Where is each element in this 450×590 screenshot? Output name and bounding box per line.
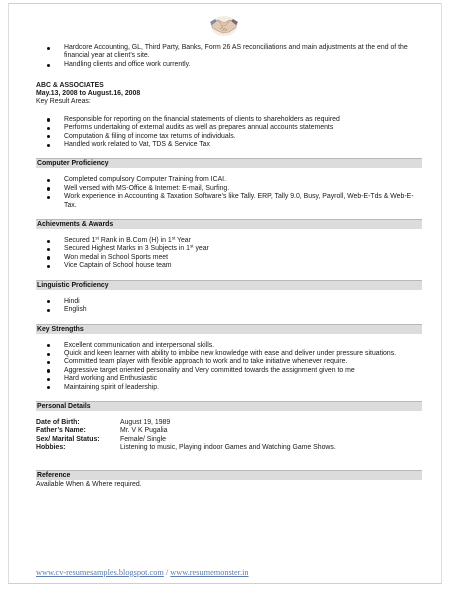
list-item: Performs undertaking of external audits as well as prepares annual accounts statements [36,124,422,132]
list-item [36,245,422,253]
list-item: English [36,306,422,314]
achievements-list [36,237,422,271]
list-item: Work experience in Accounting & Taxation Software’s like Tally. ERP, Tally 9.0, Busy, Payroll, Web-E-Tds & Web-E-Tax. [36,193,422,210]
personal-value: August 19, 1989 [120,418,171,426]
personal-row [36,419,422,427]
text-part: Rank in B.Com (H) in 1 [98,237,172,245]
section-heading-linguistic: Linguistic Proficiency [36,280,422,290]
page-border-bottom [8,583,442,584]
list-item: Well versed with MS-Office & Internet: E-mail, Surfing. [36,185,422,193]
section-heading-computer: Computer Proficiency [36,158,422,168]
experience-abc-list [36,116,422,150]
list-item: Hard working and Enthusiastic [36,375,422,383]
personal-value: Female/ Single [120,435,166,443]
list-item: Responsible for reporting on the financial statements of clients to shareholders as required [36,116,422,124]
list-item: Completed compulsory Computer Training from ICAI. [36,176,422,184]
footer-links [36,568,249,577]
page-border-right [441,3,442,584]
experience-top-list [36,44,422,70]
handshake-icon [208,12,240,38]
list-item: Hindi [36,298,422,306]
personal-label: Sex/ Marital Status: [36,435,100,443]
personal-value: Mr. V K Pugalia [120,427,168,435]
linguistic-list [36,298,422,315]
list-item: Maintaining spirit of leadership. [36,384,422,392]
personal-value: Listening to music, Playing indoor Games and Watching Game Shows. [120,444,336,452]
page-border-left [8,3,9,584]
superscript: st [95,235,99,241]
strengths-list [36,342,422,392]
personal-label: Date of Birth: [36,418,80,426]
list-item: Excellent communication and interpersonal skills. [36,342,422,350]
list-item: Committed team player with flexible approach to work and to take initiative whenever require. [36,358,422,366]
list-item: Handling clients and office work currently. [36,61,422,69]
section-heading-personal: Personal Details [36,401,422,411]
section-heading-strengths: Key Strengths [36,324,422,334]
reference-text: Available When & Where required. [36,480,142,488]
section-heading-reference: Reference [36,470,422,480]
list-item: Aggressive target oriented personality and Very committed towards the assignment given to me [36,367,422,375]
personal-row [36,444,422,452]
list-item: Quick and keen learner with ability to imbibe new knowledge with ease and deliver under pressure situations. [36,350,422,358]
key-result-areas-label: Key Result Areas: [36,98,91,106]
list-item: Handled work related to Vat, TDS & Service Tax [36,141,422,149]
superscript: st [171,235,176,241]
list-item: Won medal in School Sports meet [36,254,422,262]
personal-label: Hobbies: [36,444,66,452]
footer-separator: / [163,568,171,577]
text-part: year [193,245,209,253]
superscript: st [190,243,194,249]
personal-label: Father’s Name: [36,427,86,435]
text-part: Year [175,237,191,245]
section-heading-achievements: Achievments & Awards [36,219,422,229]
text-part: Secured 1 [64,237,96,245]
computer-list [36,176,422,210]
resume-content [36,44,422,489]
footer-link-cv-resumesamples[interactable]: www.cv-resumesamples.blogspot.com [36,568,164,577]
list-item: Hardcore Accounting, GL, Third Party, Banks, Form 26 AS reconciliations and main adjustments at the end of the financial year at client’s site. [36,44,422,61]
footer-link-resumemonster[interactable]: www.resumemonster.in [170,568,249,577]
personal-row [36,427,422,435]
list-item: Computation & filing of income tax returns of individuals. [36,133,422,141]
personal-details [36,419,422,453]
employment-dates: May.13, 2008 to August.16, 2008 [36,90,141,98]
company-name: ABC & ASSOCIATES [36,81,104,89]
page-border-top [8,3,442,4]
list-item: Vice Captain of School house team [36,262,422,270]
personal-row [36,436,422,444]
text-part: Secured Highest Marks in 3 Subjects in 1 [64,245,191,253]
